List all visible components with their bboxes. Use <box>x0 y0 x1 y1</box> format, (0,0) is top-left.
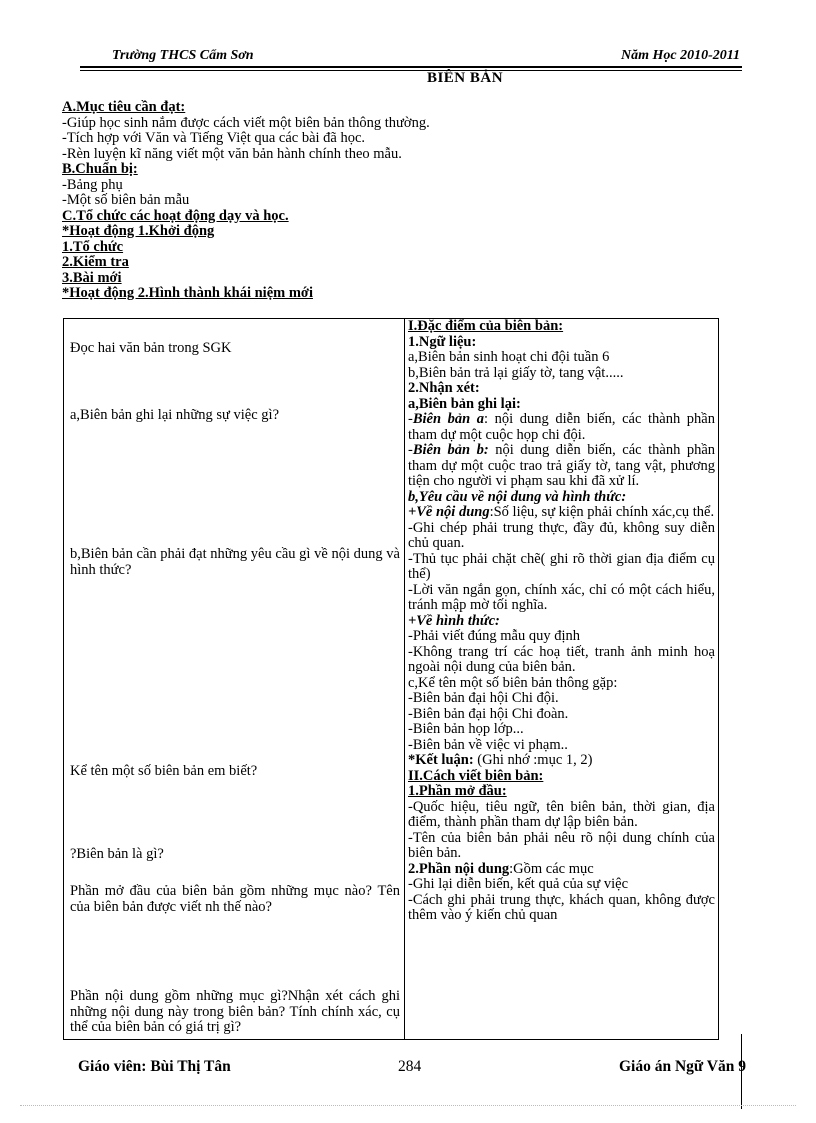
content-req-line: -Ghi chép phải trung thực, đầy đủ, không suy diễn chủ quan. <box>408 519 715 551</box>
conclusion <box>408 753 715 769</box>
footer-subject: Giáo án Ngữ Văn 9 <box>618 1058 746 1075</box>
example-line: -Biên bản đại hội Chi đoàn. <box>408 705 569 722</box>
header-school: Trường THCS Cẩm Sơn <box>112 48 254 63</box>
page-title: BIÊN BẢN <box>426 70 504 86</box>
question-body: Phần nội dung gồm những mục gì?Nhận xét cách ghi những nội dung này trong biên bản? Tính chính xác, cụ thể của biên bản có giá trị gì? <box>70 988 400 1035</box>
heading-corpus: 1.Ngữ liệu: <box>408 333 477 350</box>
step-1-heading: 1.Tổ chức <box>62 238 124 255</box>
conclusion-text: (Ghi nhớ :mục 1, 2) <box>473 752 593 768</box>
lesson-table <box>63 318 719 1040</box>
header-year: Năm Học 2010-2011 <box>621 48 740 63</box>
section-b-heading: B.Chuẩn bị: <box>62 161 138 177</box>
heading-how-to-write: II.Cách viết biên bản: <box>408 767 544 784</box>
section-c-heading: C.Tổ chức các hoạt động dạy và học. <box>62 207 289 224</box>
footer-teacher: Giáo viên: Bùi Thị Tân <box>78 1058 231 1075</box>
record-b-text: nội dung diễn biến, các thành phần tham dự một cuộc trao trả giấy tờ, tang vật, phương tiện cho người vi phạm sau khi đã xử lí. <box>408 442 716 489</box>
section-a-line: -Rèn luyện kĩ năng viết một văn bản hành chính theo mẫu. <box>62 145 402 162</box>
record-a: -Biên bản a: nội dung diễn biến, các thành phần tham dự một cuộc họp chi đội. <box>408 411 715 443</box>
heading-requirements: b,Yêu cầu về nội dung và hình thức: <box>408 488 627 505</box>
section-a <box>62 100 430 302</box>
content-req-line: -Thủ tục phải chặt chẽ( ghi rõ thời gian địa điểm cụ thể) <box>408 550 715 582</box>
opening-line: -Tên của biên bản phải nêu rõ nội dung chính của biên bản. <box>408 829 715 861</box>
body-heading-text: :Gồm các mục <box>509 860 594 877</box>
example-line: -Biên bản họp lớp... <box>408 721 524 737</box>
content-block <box>408 319 715 924</box>
step-2-heading: 2.Kiểm tra <box>62 254 129 270</box>
example-line: -Biên bản về việc vi phạm.. <box>408 736 568 753</box>
content-req-text: :Số liệu, sự kiện phải chính xác,cụ thể. <box>489 504 715 520</box>
section-a-heading: A.Mục tiêu cần đạt: <box>62 99 186 115</box>
question-requirements: b,Biên bản cần phải đạt những yêu cầu gì về nội dung và hình thức? <box>70 546 400 578</box>
content-req-label: +Về nội dung <box>408 504 490 520</box>
section-b-line: -Bảng phụ <box>62 176 123 193</box>
conclusion-label: *Kết luận: <box>408 752 474 768</box>
corpus-line: b,Biên bản trả lại giấy tờ, tang vật..... <box>408 364 624 381</box>
heading-features: I.Đặc điểm của biên bản: <box>408 318 564 334</box>
opening-line: -Quốc hiệu, tiêu ngữ, tên biên bản, thời gian, địa điểm, thành phần tham dự lập biên bản. <box>408 798 715 830</box>
question-read-texts: Đọc hai văn bản trong SGK <box>70 340 232 356</box>
heading-record: a,Biên bản ghi lại: <box>408 395 521 412</box>
question-definition: ?Biên bản là gì? <box>70 846 164 862</box>
question-record: a,Biên bản ghi lại những sự việc gì? <box>70 407 280 423</box>
content-column <box>405 319 719 1040</box>
body-line: -Cách ghi phải trung thực, khách quan, không được thêm vào ý kiến chủ quan <box>408 891 715 923</box>
heading-opening: 1.Phần mở đầu: <box>408 783 507 799</box>
question-opening: Phần mở đầu của biên bản gồm những mục nào? Tên của biên bản được viết nh thế nào? <box>70 883 400 915</box>
form-req-label: +Về hình thức: <box>408 612 500 629</box>
teacher-questions-column <box>64 319 405 1040</box>
body-heading-label: 2.Phần nội dung <box>408 860 510 877</box>
margin-line <box>741 1034 742 1109</box>
record-b-label: Biên bản b: <box>412 442 489 458</box>
body-heading <box>408 862 715 878</box>
form-req-line: -Không trang trí các hoạ tiết, tranh ảnh minh hoạ ngoài nội dung của biên bản. <box>408 643 715 675</box>
corpus-line: a,Biên bản sinh hoạt chi đội tuần 6 <box>408 349 610 365</box>
form-req-line: -Phải viết đúng mẫu quy định <box>408 628 580 644</box>
page-edge-dots <box>20 1105 796 1106</box>
record-a-label: Biên bản a <box>412 411 485 427</box>
heading-remarks: 2.Nhận xét: <box>408 380 480 396</box>
section-a-line: -Tích hợp với Văn và Tiếng Việt qua các bài đã học. <box>62 130 366 146</box>
question-list-examples: Kể tên một số biên bản em biết? <box>70 763 258 779</box>
heading-examples: c,Kể tên một số biên bản thông gặp: <box>408 674 618 691</box>
content-req <box>408 505 715 521</box>
example-line: -Biên bản đại hội Chi đội. <box>408 690 559 706</box>
record-b: -Biên bản b: nội dung diễn biến, các thành phần tham dự một cuộc trao trả giấy tờ, tang vật, phương tiện cho người vi phạm sau khi đã xử lí. <box>408 442 716 489</box>
content-req-line: -Lời văn ngắn gọn, chính xác, chỉ có một cách hiểu, tránh mập mờ tối nghĩa. <box>408 581 715 613</box>
header-rule <box>80 66 742 68</box>
activity-2-heading: *Hoạt động 2.Hình thành khái niệm mới <box>62 285 313 301</box>
step-3-heading: 3.Bài mới <box>62 269 122 286</box>
record-a-text: : nội dung diễn biến, các thành phần tham dự một cuộc họp chi đội. <box>408 411 715 443</box>
body-line: -Ghi lại diễn biến, kết quả của sự việc <box>408 876 629 892</box>
section-b-line: -Một số biên bản mẫu <box>62 192 190 208</box>
page-number: 284 <box>398 1058 422 1075</box>
section-a-line: -Giúp học sinh nắm được cách viết một biên bản thông thường. <box>62 114 430 131</box>
activity-1-heading: *Hoạt động 1.Khởi động <box>62 223 215 239</box>
